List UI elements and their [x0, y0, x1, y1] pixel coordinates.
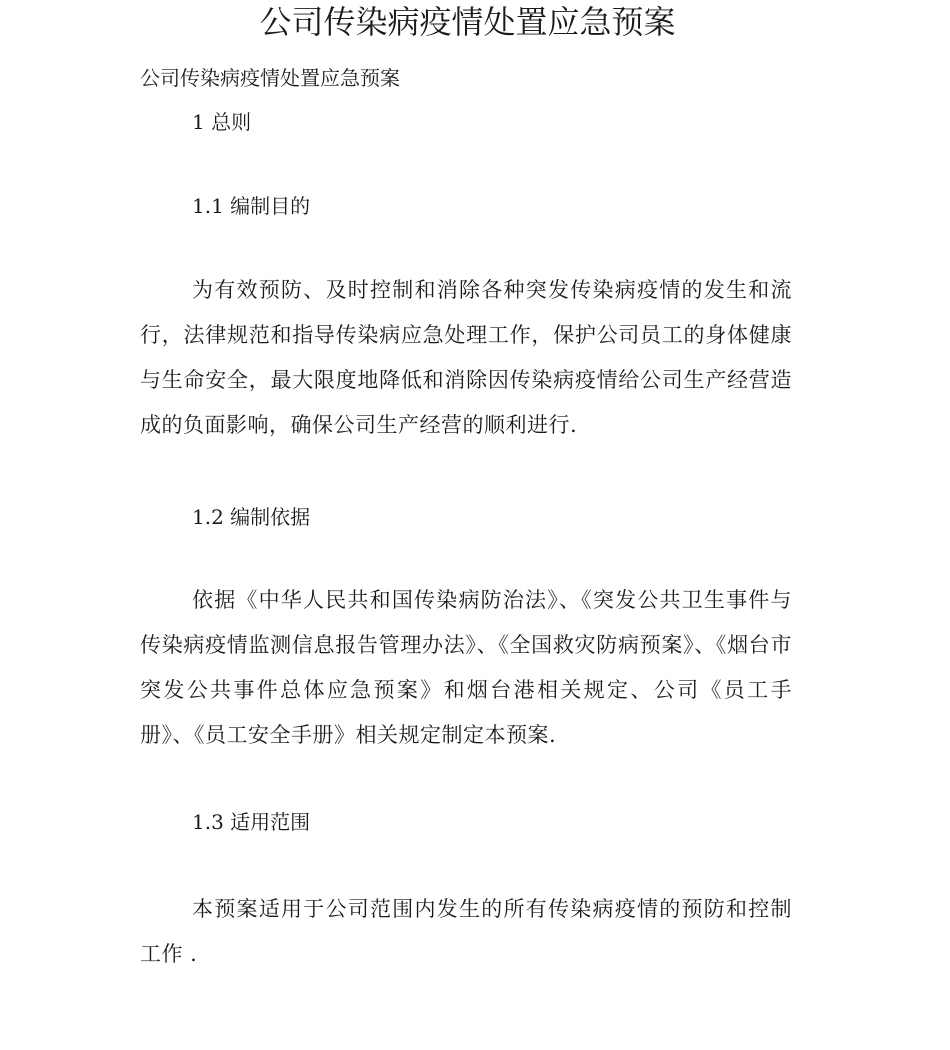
section-body-scope: 本预案适用于公司范围内发生的所有传染病疫情的预防和控制工作 . — [140, 897, 792, 966]
section-body-basis: 依据《中华人民共和国传染病防治法》、《突发公共卫生事件与传染病疫情监测信息报告管理办法》、《全国救灾防病预案》、《烟台市突发公共事件总体应急预案》和烟台港相关规定、公司《员工手册》、《员工安全手册》相关规定制定本预案. — [140, 588, 792, 747]
section-body-purpose: 为有效预防、及时控制和消除各种突发传染病疫情的发生和流行，法律规范和指导传染病应急处理工作，保护公司员工的身体健康与生命安全，最大限度地降低和消除因传染病疫情给公司生产经营造成的负面影响，确保公司生产经营的顺利进行. — [140, 278, 792, 437]
section-heading-basis: 1.2 编制依据 — [192, 505, 311, 529]
document-subtitle: 公司传染病疫情处置应急预案 — [140, 66, 400, 90]
section-heading-scope: 1.3 适用范围 — [192, 810, 311, 834]
section-heading-purpose: 1.1 编制目的 — [192, 194, 311, 218]
section-heading-general: 1 总则 — [192, 110, 252, 134]
document-title: 公司传染病疫情处置应急预案 — [259, 3, 676, 41]
